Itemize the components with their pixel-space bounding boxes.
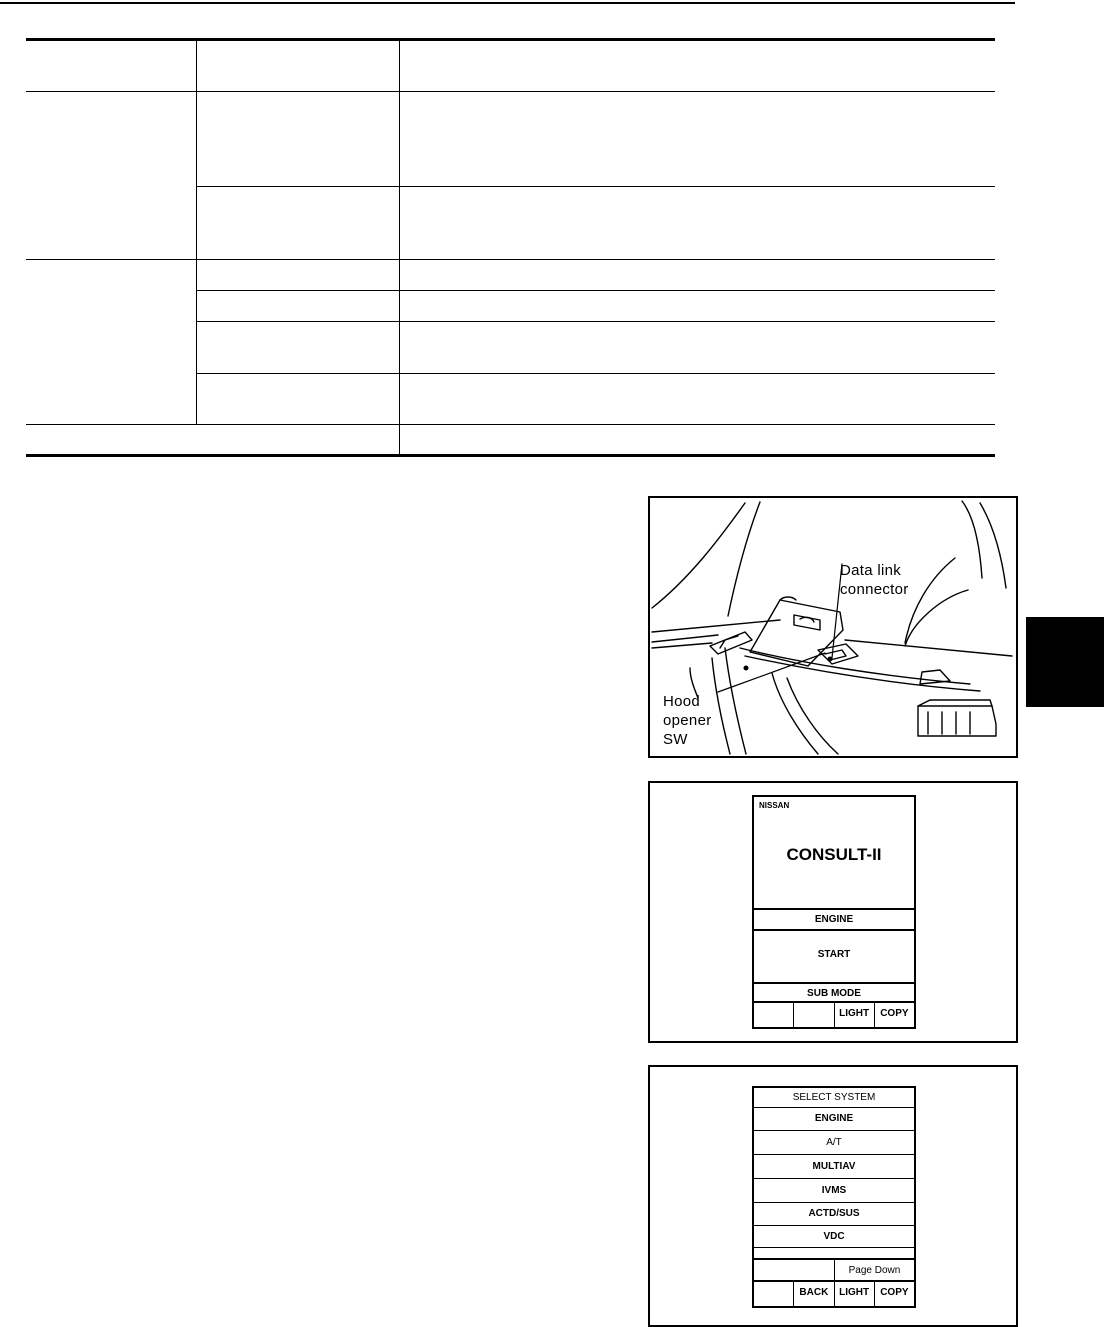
table-row: [26, 40, 995, 92]
system-item-vdc[interactable]: VDC: [754, 1225, 914, 1247]
system-item-engine[interactable]: ENGINE: [754, 1107, 914, 1130]
section-index-tab: [1026, 617, 1104, 707]
spec-table: [26, 38, 995, 457]
table-row: [26, 92, 995, 187]
copy-button[interactable]: COPY: [874, 1003, 914, 1027]
copy-button[interactable]: COPY: [874, 1282, 914, 1306]
consult-start-figure: [648, 781, 1018, 1043]
softkey-blank[interactable]: [754, 1282, 793, 1306]
softkey-bar: [754, 1280, 914, 1306]
sub-mode-button[interactable]: SUB MODE: [754, 982, 914, 1004]
light-button[interactable]: LIGHT: [834, 1282, 874, 1306]
screen-divider: [754, 1247, 914, 1258]
select-system-screen: [752, 1086, 916, 1308]
hood-opener-label: Hood: [663, 693, 701, 710]
consult-title: CONSULT-II: [786, 845, 882, 864]
table-row: [26, 425, 995, 456]
data-link-connector-label-2: connector: [840, 581, 909, 598]
start-button[interactable]: START: [754, 929, 914, 983]
hood-opener-label-3: SW: [663, 731, 688, 748]
hood-opener-label-2: opener: [663, 712, 712, 729]
page-down-button[interactable]: Page Down: [834, 1260, 914, 1284]
softkey-bar: [754, 1001, 914, 1027]
connector-location-figure: [648, 496, 1018, 758]
light-button[interactable]: LIGHT: [834, 1003, 874, 1027]
select-system-figure: [648, 1065, 1018, 1327]
header-rule: [0, 2, 1015, 4]
table-row: [26, 260, 995, 291]
consult-screen: [752, 795, 916, 1029]
system-item-ivms[interactable]: IVMS: [754, 1178, 914, 1202]
select-system-header: SELECT SYSTEM: [792, 1092, 876, 1103]
system-item-multiav[interactable]: MULTIAV: [754, 1154, 914, 1178]
data-link-connector-label: Data link: [840, 562, 902, 579]
softkey-blank[interactable]: [754, 1003, 793, 1027]
engine-button[interactable]: ENGINE: [754, 908, 914, 930]
brand-label: NISSAN: [759, 801, 790, 810]
back-button[interactable]: BACK: [793, 1282, 833, 1306]
softkey-blank[interactable]: [793, 1003, 833, 1027]
system-item-at[interactable]: A/T: [754, 1130, 914, 1154]
system-item-actd-sus[interactable]: ACTD/SUS: [754, 1202, 914, 1225]
